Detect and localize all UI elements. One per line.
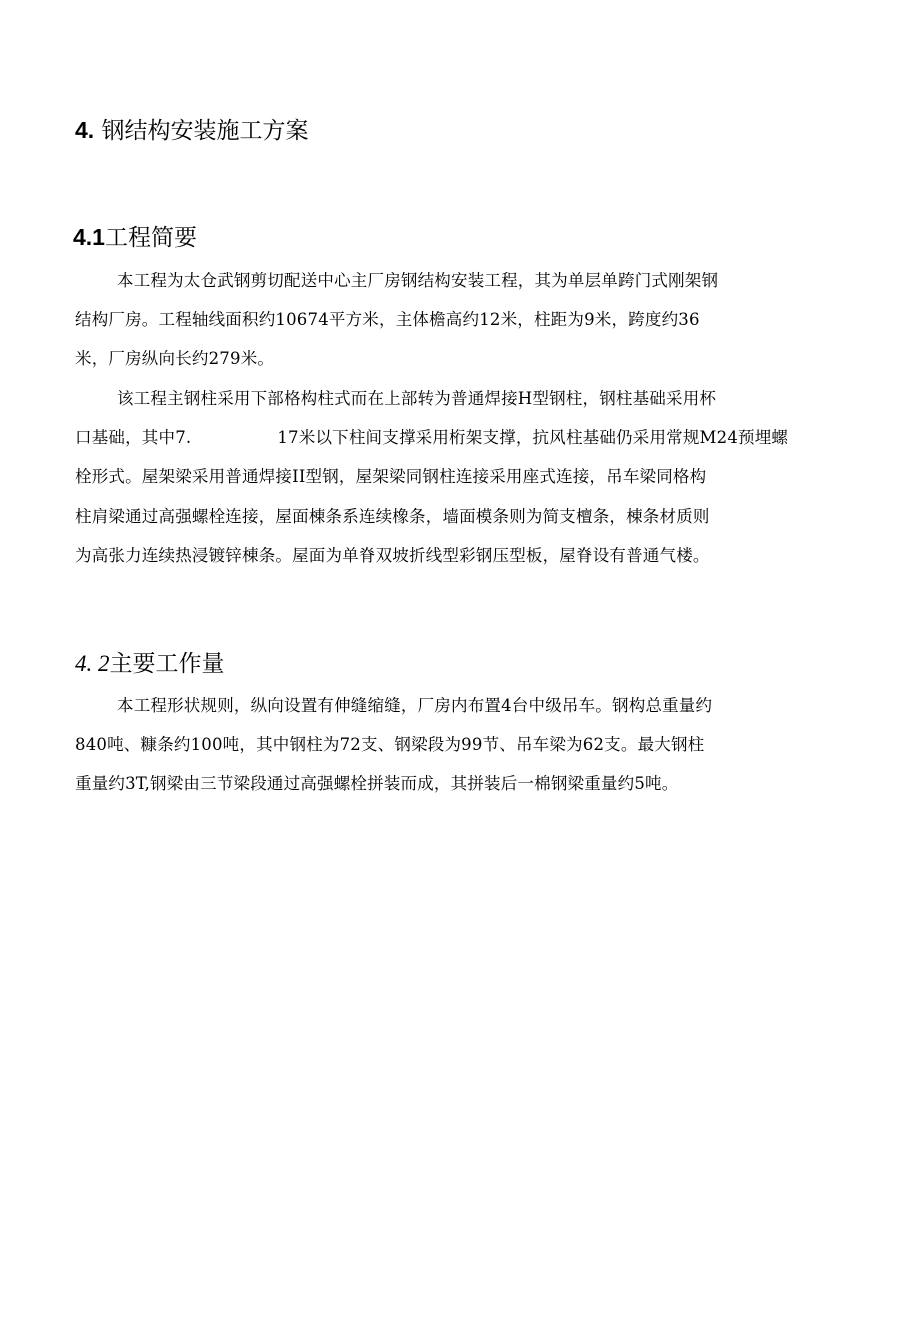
paragraph-line: 柱肩梁通过高强螺栓连接，屋面棟条系连续橡条，墙面模条则为简支檀条，棟条材质则 xyxy=(75,507,710,526)
paragraph-line: 栓形式。屋架梁采用普通焊接II型钢，屋架梁同钢柱连接采用座式连接，吊车梁同格构 xyxy=(75,467,707,486)
section-4-heading xyxy=(75,112,309,145)
section-4-2-number: 4. 2 xyxy=(75,651,110,676)
section-4-number: 4. xyxy=(75,117,95,143)
paragraph-line: 本工程形状规则，纵向设置有伸缝缩缝，厂房内布置4台中级吊车。钢构总重量约 xyxy=(117,696,713,715)
section-4-2-heading xyxy=(75,645,225,678)
paragraph-line: 米，厂房纵向长约279米。 xyxy=(75,349,275,368)
paragraph-line: 为高张力连续热浸镀锌棟条。屋面为单脊双坡折线型彩钢压型板，屋脊设有普通气楼。 xyxy=(75,546,710,565)
section-4-title: 钢结构安装施工方案 xyxy=(101,118,309,144)
paragraph-line: 840吨、糠条约100吨，其中钢柱为72支、钢梁段为99节、吊车梁为62支。最大钢柱 xyxy=(75,735,705,754)
paragraph-line: 结构厂房。工程轴线面积约10674平方米，主体檐高约12米，柱距为9米，跨度约36 xyxy=(75,310,700,329)
paragraph-segment: 17米以下柱间支撑采用桁架支撑，抗风柱基础仍采用常规M24预埋螺 xyxy=(277,428,789,447)
paragraph-line: 该工程主钢柱采用下部格构柱式而在上部转为普通焊接H型钢柱，钢柱基础采用杯 xyxy=(117,389,717,408)
section-4-2-title: 主要工作量 xyxy=(109,651,225,677)
paragraph-segment: 口基础，其中7. xyxy=(75,428,192,447)
section-4-1-title: 工程简要 xyxy=(104,225,197,251)
section-4-1-heading xyxy=(73,219,197,252)
section-4-1-number: 4.1 xyxy=(73,224,105,250)
paragraph-line: 重量约3T,钢梁由三节梁段通过高强螺栓拼装而成，其拼装后一棉钢梁重量约5吨。 xyxy=(75,774,679,793)
paragraph-line xyxy=(75,424,788,448)
paragraph-line: 本工程为太仓武钢剪切配送中心主厂房钢结构安装工程，其为单层单跨门式刚架钢 xyxy=(117,271,719,290)
